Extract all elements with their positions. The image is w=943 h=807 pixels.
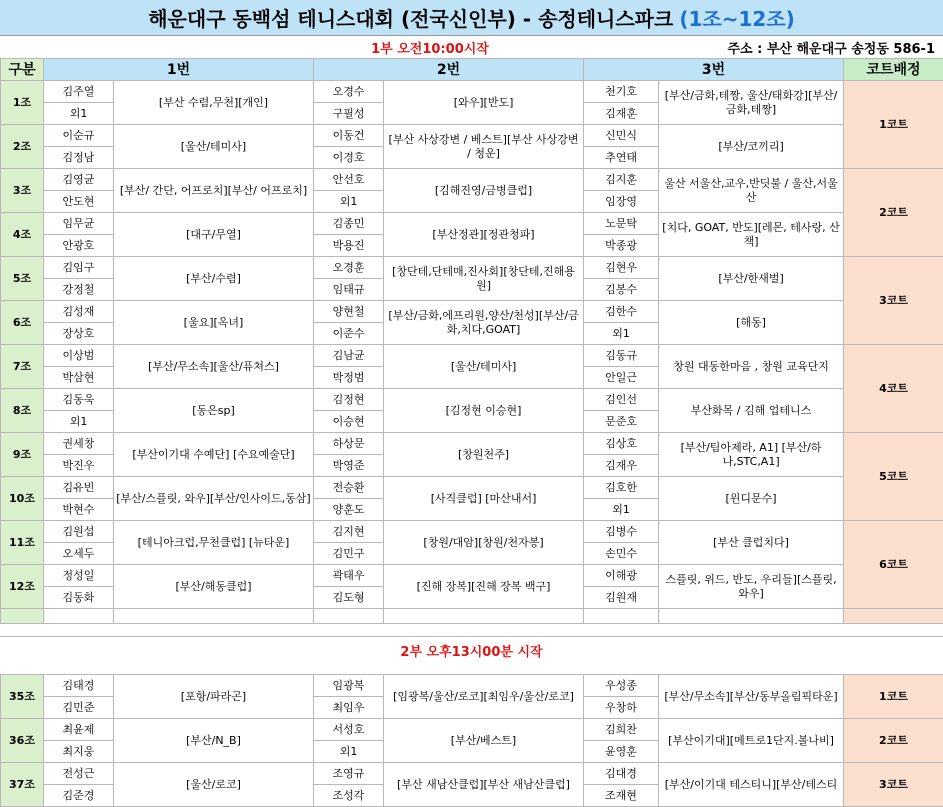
player-name: 우성종 — [584, 675, 659, 697]
player-name: 김남균 — [314, 345, 384, 367]
club-info: [치다, GOAT, 반도][레몬, 테사랑, 산책] — [659, 213, 844, 257]
club-info: [동은sp] — [114, 389, 314, 433]
club-info: [부산/팀아제라, A1] [부산/하나,STC,A1] — [659, 433, 844, 477]
table-row — [1, 213, 943, 235]
blank-cell — [114, 609, 314, 624]
blank-row — [1, 609, 943, 624]
table-row — [1, 675, 943, 697]
player-name: 박영준 — [314, 455, 384, 477]
player-name: 이상범 — [44, 345, 114, 367]
player-name: 조영규 — [314, 763, 384, 785]
club-info: [부산/금화,테짱, 울산/태화강][부산/금화,테짱] — [659, 81, 844, 125]
header-group: 구분 — [1, 59, 44, 81]
player-name: 안도현 — [44, 191, 114, 213]
player-name: 임무균 — [44, 213, 114, 235]
club-info: [울요][옥녀] — [114, 301, 314, 345]
club-info: [부산/이기대 테스티니][부산/테스티 — [659, 763, 844, 807]
blank-cell — [1, 609, 44, 624]
player-name: 조성각 — [314, 785, 384, 807]
club-info: [부산/한새벌] — [659, 257, 844, 301]
group-label: 4조 — [1, 213, 44, 257]
player-name: 김정현 — [314, 389, 384, 411]
player-name: 조재현 — [584, 785, 659, 807]
player-name: 박진우 — [44, 455, 114, 477]
player-name: 김영균 — [44, 169, 114, 191]
player-name: 외1 — [584, 323, 659, 345]
player-name: 박현수 — [44, 499, 114, 521]
player-name: 임태규 — [314, 279, 384, 301]
club-info: 울산 서울산,교우,반딧불 / 울산,서울산 — [659, 169, 844, 213]
venue-address: 주소 : 부산 해운대구 송정동 586-1 — [727, 41, 935, 57]
group-label: 5조 — [1, 257, 44, 301]
player-name: 우창하 — [584, 697, 659, 719]
court-assignment: 2코트 — [844, 719, 943, 763]
court-assignment: 2코트 — [844, 169, 943, 257]
player-name: 전승환 — [314, 477, 384, 499]
player-name: 최임우 — [314, 697, 384, 719]
table-row — [1, 169, 943, 191]
player-name: 박용진 — [314, 235, 384, 257]
club-info: [해동] — [659, 301, 844, 345]
club-info: [울산/테미사] — [114, 125, 314, 169]
player-name: 김태경 — [44, 675, 114, 697]
player-name: 안일근 — [584, 367, 659, 389]
table-row — [1, 345, 943, 367]
session1-table — [0, 58, 943, 624]
table-row — [1, 565, 943, 587]
club-info: [부산/해동클럽] — [114, 565, 314, 609]
group-label: 8조 — [1, 389, 44, 433]
player-name: 김주열 — [44, 81, 114, 103]
court-assignment: 5코트 — [844, 433, 943, 521]
player-name: 박정범 — [314, 367, 384, 389]
player-name: 문준호 — [584, 411, 659, 433]
player-name: 추연태 — [584, 147, 659, 169]
club-info: [포항/파라곤] — [114, 675, 314, 719]
group-label: 2조 — [1, 125, 44, 169]
session2-table — [0, 674, 943, 807]
player-name: 이승현 — [314, 411, 384, 433]
club-info: [대구/무열] — [114, 213, 314, 257]
club-info: [부산 새남산클럽][부산 새남산클럽] — [384, 763, 584, 807]
player-name: 최지웅 — [44, 741, 114, 763]
player-name: 김민준 — [44, 697, 114, 719]
player-name: 김호한 — [584, 477, 659, 499]
club-info: [창단테,단테매,진사회][창단테,진해용원] — [384, 257, 584, 301]
player-name: 김한수 — [584, 301, 659, 323]
group-label: 3조 — [1, 169, 44, 213]
club-info: [울산/테미사] — [384, 345, 584, 389]
player-name: 이동건 — [314, 125, 384, 147]
player-name: 오경훈 — [314, 257, 384, 279]
player-name: 이해광 — [584, 565, 659, 587]
player-name: 외1 — [44, 103, 114, 125]
player-name: 외1 — [584, 499, 659, 521]
group-label: 10조 — [1, 477, 44, 521]
player-name: 김대경 — [584, 763, 659, 785]
session2-bar — [0, 636, 943, 664]
session1-bar — [0, 36, 943, 58]
club-info: [부산/코끼리] — [659, 125, 844, 169]
player-name: 김원섭 — [44, 521, 114, 543]
table-row — [1, 125, 943, 147]
club-info: [부산이기대 수예단] [수요예술단] — [114, 433, 314, 477]
player-name: 김원재 — [584, 587, 659, 609]
player-name: 박종광 — [584, 235, 659, 257]
session2-label: 2부 오후13시00분 시작 — [400, 645, 543, 660]
header-row — [1, 59, 943, 81]
player-name: 김정남 — [44, 147, 114, 169]
title-range: (1조~12조) — [679, 7, 795, 31]
player-name: 노문탁 — [584, 213, 659, 235]
blank-cell — [844, 609, 943, 624]
player-name: 구필성 — [314, 103, 384, 125]
club-info: [창원/대암][창원/천자봉] — [384, 521, 584, 565]
court-assignment: 4코트 — [844, 345, 943, 433]
club-info: [김정현 이승현] — [384, 389, 584, 433]
club-info: [부산/스플릿, 와우][부산/인사이드,동삼] — [114, 477, 314, 521]
club-info: [진해 장복][진해 장복 백구] — [384, 565, 584, 609]
player-name: 강정철 — [44, 279, 114, 301]
club-info: [부산 클럽치다] — [659, 521, 844, 565]
player-name: 김봉수 — [584, 279, 659, 301]
group-label: 36조 — [1, 719, 44, 763]
court-assignment: 3코트 — [844, 257, 943, 345]
player-name: 장상호 — [44, 323, 114, 345]
club-info: [부산/베스트] — [384, 719, 584, 763]
player-name: 외1 — [44, 411, 114, 433]
player-name: 김지훈 — [584, 169, 659, 191]
table-row — [1, 719, 943, 741]
group-label: 12조 — [1, 565, 44, 609]
header-team3: 3번 — [584, 59, 844, 81]
club-info: [와우][반도] — [384, 81, 584, 125]
group-label: 9조 — [1, 433, 44, 477]
player-name: 김재훈 — [584, 103, 659, 125]
group-label: 7조 — [1, 345, 44, 389]
sheet-title — [0, 0, 943, 36]
player-name: 이순규 — [44, 125, 114, 147]
table-row — [1, 521, 943, 543]
club-info: [부산/금화,에프리원,양산/천성][부산/금화,치다,GOAT] — [384, 301, 584, 345]
player-name: 외1 — [314, 191, 384, 213]
player-name: 하상문 — [314, 433, 384, 455]
player-name: 김인선 — [584, 389, 659, 411]
player-name: 김유빈 — [44, 477, 114, 499]
player-name: 안광호 — [44, 235, 114, 257]
blank-cell — [384, 609, 584, 624]
header-team1: 1번 — [44, 59, 314, 81]
court-assignment: 1코트 — [844, 675, 943, 719]
club-info: 창원 대동한마음 , 창원 교육단지 — [659, 345, 844, 389]
player-name: 천기호 — [584, 81, 659, 103]
player-name: 김병수 — [584, 521, 659, 543]
club-info: [부산이기대][메트로1단지.볼나비] — [659, 719, 844, 763]
table-row — [1, 477, 943, 499]
player-name: 김현우 — [584, 257, 659, 279]
group-label: 35조 — [1, 675, 44, 719]
player-name: 외1 — [314, 741, 384, 763]
court-assignment: 3코트 — [844, 763, 943, 807]
club-info: 부산화목 / 김해 업테니스 — [659, 389, 844, 433]
player-name: 전성근 — [44, 763, 114, 785]
player-name: 양현철 — [314, 301, 384, 323]
club-info: [부산정관][정관청파] — [384, 213, 584, 257]
title-main: 해운대구 동백섬 테니스대회 (전국신인부) - 송정테니스파크 — [148, 7, 674, 31]
player-name: 김희찬 — [584, 719, 659, 741]
player-name: 안선호 — [314, 169, 384, 191]
player-name: 이경호 — [314, 147, 384, 169]
player-name: 곽태우 — [314, 565, 384, 587]
player-name: 김동규 — [584, 345, 659, 367]
club-info: [부산 수렴,무천][개인] — [114, 81, 314, 125]
club-info: [창원천주] — [384, 433, 584, 477]
player-name: 김성재 — [44, 301, 114, 323]
club-info: [부산/수렴] — [114, 257, 314, 301]
player-name: 김준경 — [44, 785, 114, 807]
player-name: 권세창 — [44, 433, 114, 455]
player-name: 오세두 — [44, 543, 114, 565]
blank-cell — [44, 609, 114, 624]
player-name: 김동욱 — [44, 389, 114, 411]
session1-label: 1부 오전10:00시작 — [371, 41, 489, 57]
player-name: 김재우 — [584, 455, 659, 477]
club-info: [부산 사상강변 / 베스트][부산 사상강변 / 청운] — [384, 125, 584, 169]
table-row — [1, 433, 943, 455]
header-court: 코트배정 — [844, 59, 943, 81]
club-info: [부산/무소속][부산/동부올림픽타운] — [659, 675, 844, 719]
player-name: 김민구 — [314, 543, 384, 565]
player-name: 김임구 — [44, 257, 114, 279]
player-name: 이준수 — [314, 323, 384, 345]
player-name: 서성호 — [314, 719, 384, 741]
player-name: 박삼현 — [44, 367, 114, 389]
player-name: 김동화 — [44, 587, 114, 609]
header-team2: 2번 — [314, 59, 584, 81]
table-row — [1, 301, 943, 323]
table-row — [1, 389, 943, 411]
club-info: [김해진영/금병클럽] — [384, 169, 584, 213]
group-label: 37조 — [1, 763, 44, 807]
club-info: [울산/로코] — [114, 763, 314, 807]
player-name: 임광복 — [314, 675, 384, 697]
court-assignment: 6코트 — [844, 521, 943, 609]
player-name: 오경수 — [314, 81, 384, 103]
player-name: 김지현 — [314, 521, 384, 543]
player-name: 정성일 — [44, 565, 114, 587]
club-info: [부산/ 간단, 어프로치][부산/ 어프로치] — [114, 169, 314, 213]
player-name: 김상호 — [584, 433, 659, 455]
player-name: 손민수 — [584, 543, 659, 565]
blank-cell — [314, 609, 384, 624]
group-label: 1조 — [1, 81, 44, 125]
club-info: [윈디문수] — [659, 477, 844, 521]
table-row — [1, 81, 943, 103]
player-name: 김종민 — [314, 213, 384, 235]
table-row — [1, 257, 943, 279]
group-label: 11조 — [1, 521, 44, 565]
group-label: 6조 — [1, 301, 44, 345]
player-name: 윤영훈 — [584, 741, 659, 763]
club-info: [부산/N_B] — [114, 719, 314, 763]
player-name: 김도형 — [314, 587, 384, 609]
court-assignment: 1코트 — [844, 81, 943, 169]
table-row — [1, 763, 943, 785]
club-info: [사직클럽] [마산내서] — [384, 477, 584, 521]
blank-cell — [584, 609, 659, 624]
club-info: [부산/무소속][울산/퓨쳐스] — [114, 345, 314, 389]
player-name: 최윤제 — [44, 719, 114, 741]
club-info: [테니아크럽,무천클럽] [뉴타운] — [114, 521, 314, 565]
club-info: [임광복/울산/로코][최임우/울산/로코] — [384, 675, 584, 719]
player-name: 양훈도 — [314, 499, 384, 521]
player-name: 임장영 — [584, 191, 659, 213]
blank-cell — [659, 609, 844, 624]
club-info: 스플릿, 위드, 반도, 우리들][스플릿, 와우] — [659, 565, 844, 609]
player-name: 신민식 — [584, 125, 659, 147]
